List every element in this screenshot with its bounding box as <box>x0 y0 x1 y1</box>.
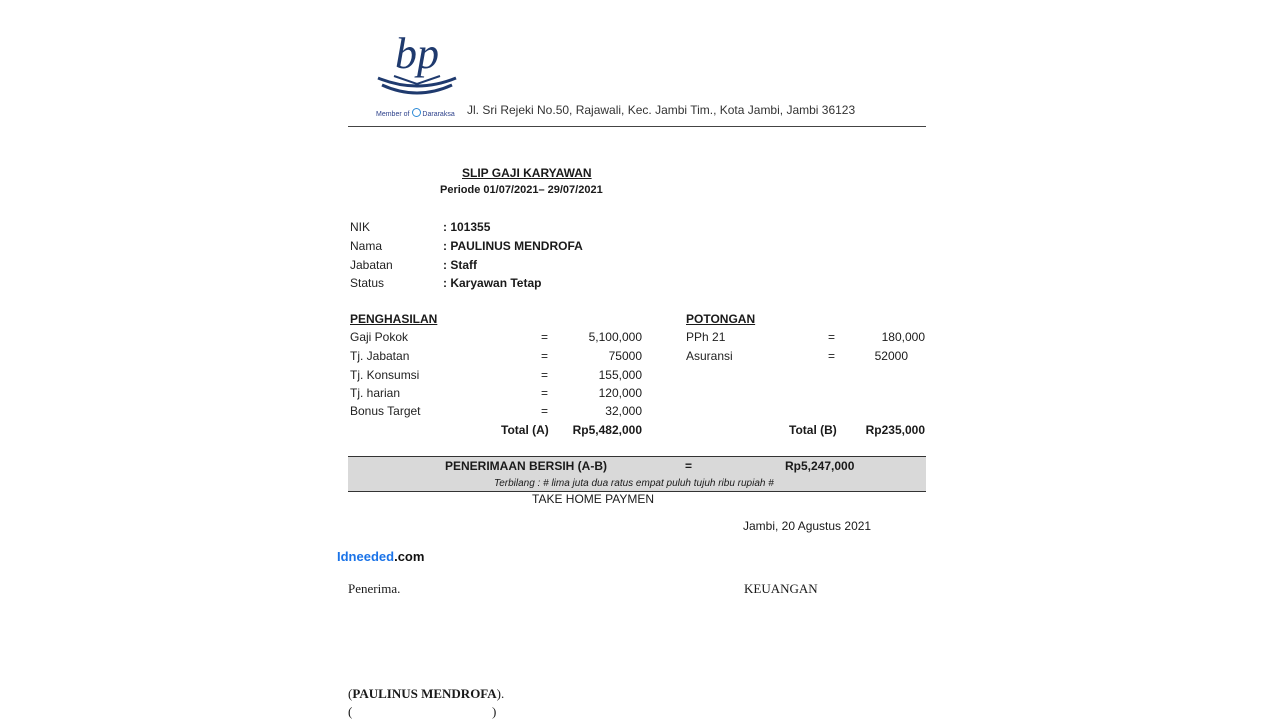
deduction-equals: = <box>828 330 836 344</box>
jabatan-value: : Staff <box>443 258 477 272</box>
income-total-label: Total (A) <box>501 423 549 437</box>
blank-signature-close: ) <box>492 704 497 719</box>
nik-label: NIK <box>350 220 371 234</box>
income-equals: = <box>541 404 549 418</box>
income-amount: 32,000 <box>605 404 642 418</box>
income-amount: 5,100,000 <box>588 330 642 344</box>
income-equals: = <box>541 330 549 344</box>
blank-signature-open: ( <box>348 704 353 719</box>
net-pay-equals: = <box>685 459 693 473</box>
deductions-heading: POTONGAN <box>686 312 756 326</box>
receiver-name: PAULINUS MENDROFA <box>352 686 497 701</box>
net-pay-label: PENERIMAAN BERSIH (A-B) <box>445 459 607 473</box>
income-label: Tj. Konsumsi <box>350 368 420 382</box>
watermark-part2: .com <box>394 549 425 564</box>
deductions-total-value: Rp235,000 <box>865 423 925 437</box>
deduction-amount: 52000 <box>874 349 908 363</box>
header-divider <box>348 126 926 127</box>
income-amount: 155,000 <box>598 368 642 382</box>
deduction-label: Asuransi <box>686 349 733 363</box>
receiver-label: Penerima. <box>348 581 401 596</box>
income-label: Tj. Jabatan <box>350 349 410 363</box>
income-label: Bonus Target <box>350 404 421 418</box>
income-amount: 120,000 <box>598 386 642 400</box>
income-total-value: Rp5,482,000 <box>572 423 642 437</box>
watermark <box>337 549 424 564</box>
paren-close: ). <box>496 686 505 701</box>
logo-text: bp <box>395 29 439 78</box>
deduction-amount: 180,000 <box>881 330 925 344</box>
jabatan-label: Jabatan <box>350 258 393 272</box>
company-address: Jl. Sri Rejeki No.50, Rajawali, Kec. Jambi Tim., Kota Jambi, Jambi 36123 <box>467 103 856 117</box>
member-of-caption <box>376 108 455 118</box>
income-equals: = <box>541 386 549 400</box>
income-label: Gaji Pokok <box>350 330 409 344</box>
deduction-equals: = <box>828 349 836 363</box>
deduction-label: PPh 21 <box>686 330 726 344</box>
nik-value: : 101355 <box>443 220 491 234</box>
net-pay-value: Rp5,247,000 <box>785 459 855 473</box>
member-brand: Dararaksa <box>422 111 455 118</box>
paren-open: ( <box>348 686 353 701</box>
member-prefix: Member of <box>376 111 410 118</box>
company-logo <box>374 18 460 104</box>
brand-circle-icon <box>412 108 421 117</box>
income-equals: = <box>541 368 549 382</box>
income-equals: = <box>541 349 549 363</box>
status-label: Status <box>350 276 385 290</box>
watermark-part1: Idneeded <box>337 549 395 564</box>
take-home-pay-label: TAKE HOME PAYMEN <box>532 492 655 506</box>
book-logo-icon <box>374 18 460 104</box>
income-label: Tj. harian <box>350 386 401 400</box>
issue-date: Jambi, 20 Agustus 2021 <box>743 519 872 533</box>
amount-in-words: Terbilang : # lima juta dua ratus empat puluh tujuh ribu rupiah # <box>494 478 774 489</box>
status-value: : Karyawan Tetap <box>443 276 542 290</box>
nama-value: : PAULINUS MENDROFA <box>443 239 583 253</box>
slip-period: Periode 01/07/2021– 29/07/2021 <box>440 184 603 196</box>
finance-label: KEUANGAN <box>744 581 818 596</box>
income-amount: 75000 <box>608 349 642 363</box>
deductions-total-label: Total (B) <box>789 423 837 437</box>
income-heading: PENGHASILAN <box>350 312 438 326</box>
nama-label: Nama <box>350 239 383 253</box>
receiver-signature <box>348 686 504 702</box>
slip-title: SLIP GAJI KARYAWAN <box>462 166 592 180</box>
